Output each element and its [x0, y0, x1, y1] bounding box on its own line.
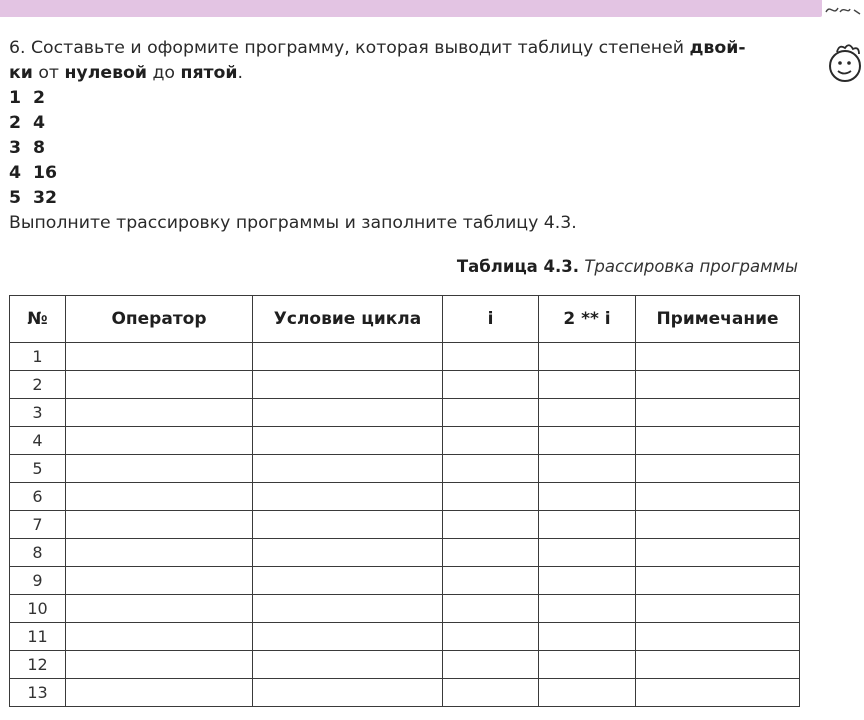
note-cell[interactable] [636, 511, 800, 539]
task-prefix: 6. Составьте и оформите программу, которая выводит таблицу степеней [9, 38, 690, 58]
operator-cell[interactable] [66, 371, 253, 399]
trace-table [9, 295, 800, 707]
i-cell[interactable] [443, 511, 539, 539]
output-row: 5 32 [9, 188, 58, 208]
task-bold-zero: нулевой [64, 63, 147, 83]
operator-cell[interactable] [66, 511, 253, 539]
power-cell[interactable] [539, 623, 636, 651]
corner-marker-icon [824, 0, 864, 18]
row-number: 4 [10, 427, 66, 455]
operator-cell[interactable] [66, 651, 253, 679]
row-number: 7 [10, 511, 66, 539]
condition-cell[interactable] [253, 399, 443, 427]
table-row [10, 567, 800, 595]
i-cell[interactable] [443, 399, 539, 427]
operator-cell[interactable] [66, 539, 253, 567]
note-cell[interactable] [636, 567, 800, 595]
table-row [10, 539, 800, 567]
note-cell[interactable] [636, 595, 800, 623]
table-row [10, 343, 800, 371]
operator-cell[interactable] [66, 483, 253, 511]
header-number: № [10, 296, 66, 343]
power-cell[interactable] [539, 679, 636, 707]
i-cell[interactable] [443, 567, 539, 595]
i-cell[interactable] [443, 623, 539, 651]
i-cell[interactable] [443, 595, 539, 623]
table-row [10, 679, 800, 707]
caption-label: Таблица 4.3. [456, 257, 580, 276]
power-cell[interactable] [539, 595, 636, 623]
table-header-row [10, 296, 800, 343]
table-row [10, 595, 800, 623]
condition-cell[interactable] [253, 483, 443, 511]
power-cell[interactable] [539, 371, 636, 399]
i-cell[interactable] [443, 427, 539, 455]
task-end: . [237, 63, 244, 83]
row-number: 1 [10, 343, 66, 371]
power-cell[interactable] [539, 399, 636, 427]
operator-cell[interactable] [66, 427, 253, 455]
output-row: 3 8 [9, 138, 46, 158]
i-cell[interactable] [443, 343, 539, 371]
row-number: 13 [10, 679, 66, 707]
row-number: 11 [10, 623, 66, 651]
operator-cell[interactable] [66, 595, 253, 623]
power-cell[interactable] [539, 511, 636, 539]
header-operator: Оператор [66, 296, 253, 343]
row-number: 8 [10, 539, 66, 567]
caption-text: Трассировка программы [584, 257, 798, 276]
note-cell[interactable] [636, 483, 800, 511]
operator-cell[interactable] [66, 567, 253, 595]
power-cell[interactable] [539, 343, 636, 371]
condition-cell[interactable] [253, 539, 443, 567]
header-note: Примечание [636, 296, 800, 343]
condition-cell[interactable] [253, 623, 443, 651]
note-cell[interactable] [636, 427, 800, 455]
condition-cell[interactable] [253, 427, 443, 455]
i-cell[interactable] [443, 455, 539, 483]
condition-cell[interactable] [253, 679, 443, 707]
header-loop-condition: Условие цикла [253, 296, 443, 343]
operator-cell[interactable] [66, 455, 253, 483]
condition-cell[interactable] [253, 343, 443, 371]
task-bold-two-end: ки [9, 63, 33, 83]
power-cell[interactable] [539, 651, 636, 679]
note-cell[interactable] [636, 371, 800, 399]
table-row [10, 483, 800, 511]
condition-cell[interactable] [253, 511, 443, 539]
header-i: i [443, 296, 539, 343]
row-number: 6 [10, 483, 66, 511]
task-text [9, 36, 809, 236]
task-statement [9, 36, 809, 86]
task-mid-2: до [146, 63, 181, 83]
i-cell[interactable] [443, 651, 539, 679]
task-instruction: Выполните трассировку программы и заполните таблицу 4.3. [9, 213, 577, 233]
row-number: 2 [10, 371, 66, 399]
row-number: 9 [10, 567, 66, 595]
table-row [10, 371, 800, 399]
row-number: 5 [10, 455, 66, 483]
task-mid-1: от [32, 63, 65, 83]
power-cell[interactable] [539, 427, 636, 455]
output-row: 1 2 [9, 88, 46, 108]
power-cell[interactable] [539, 455, 636, 483]
table-caption [457, 257, 798, 276]
power-cell[interactable] [539, 567, 636, 595]
task-bold-fifth: пятой [180, 63, 238, 83]
note-cell[interactable] [636, 651, 800, 679]
i-cell[interactable] [443, 483, 539, 511]
note-cell[interactable] [636, 623, 800, 651]
note-cell[interactable] [636, 679, 800, 707]
table-row [10, 455, 800, 483]
table-row [10, 511, 800, 539]
condition-cell[interactable] [253, 567, 443, 595]
operator-cell[interactable] [66, 399, 253, 427]
table-row [10, 399, 800, 427]
row-number: 10 [10, 595, 66, 623]
i-cell[interactable] [443, 539, 539, 567]
output-row: 2 4 [9, 113, 46, 133]
header-power: 2 ** i [539, 296, 636, 343]
operator-cell[interactable] [66, 623, 253, 651]
task-bold-two: двой- [689, 38, 746, 58]
row-number: 12 [10, 651, 66, 679]
row-number: 3 [10, 399, 66, 427]
table-row [10, 651, 800, 679]
condition-cell[interactable] [253, 595, 443, 623]
note-cell[interactable] [636, 343, 800, 371]
condition-cell[interactable] [253, 455, 443, 483]
thinking-smiley-icon [827, 40, 864, 88]
note-cell[interactable] [636, 455, 800, 483]
note-cell[interactable] [636, 399, 800, 427]
condition-cell[interactable] [253, 651, 443, 679]
operator-cell[interactable] [66, 679, 253, 707]
table-row [10, 427, 800, 455]
i-cell[interactable] [443, 679, 539, 707]
output-row: 4 16 [9, 163, 58, 183]
top-band [0, 0, 822, 17]
note-cell[interactable] [636, 539, 800, 567]
condition-cell[interactable] [253, 371, 443, 399]
i-cell[interactable] [443, 371, 539, 399]
power-cell[interactable] [539, 539, 636, 567]
table-row [10, 623, 800, 651]
power-cell[interactable] [539, 483, 636, 511]
operator-cell[interactable] [66, 343, 253, 371]
